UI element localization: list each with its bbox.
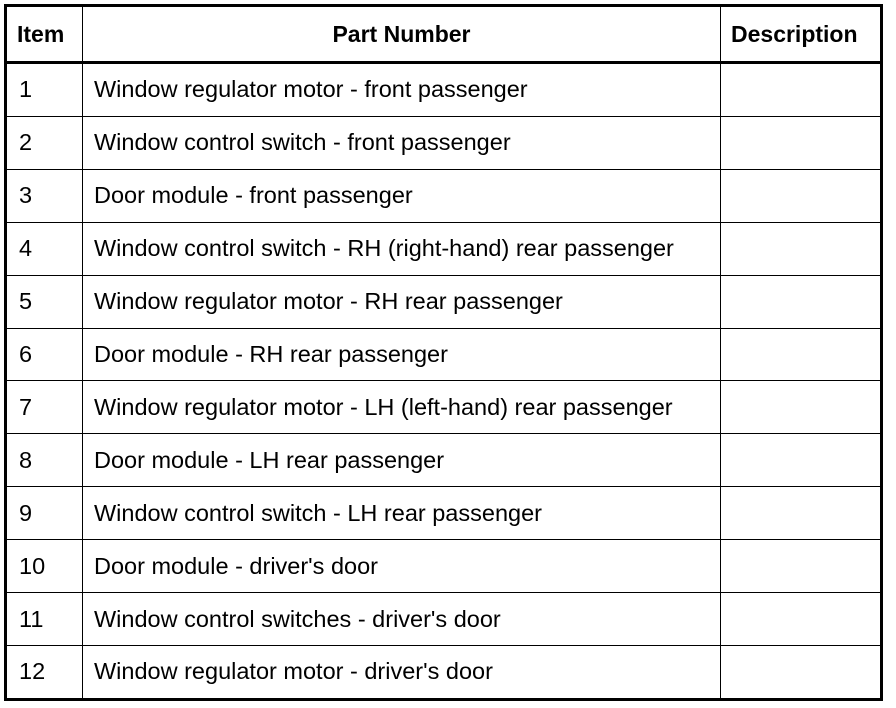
part-number-cell: Window regulator motor - LH (left-hand) rear passenger: [83, 381, 721, 434]
description-cell: [721, 434, 882, 487]
table-row: [6, 275, 882, 328]
description-cell: [721, 381, 882, 434]
table-row: [6, 222, 882, 275]
part-number-cell: Window control switches - driver's door: [83, 593, 721, 646]
part-number-cell: Window control switch - RH (right-hand) rear passenger: [83, 222, 721, 275]
part-number-cell: Window regulator motor - driver's door: [83, 645, 721, 699]
item-cell: 3: [6, 169, 83, 222]
table-row: [6, 169, 882, 222]
description-cell: [721, 328, 882, 381]
item-cell: 12: [6, 645, 83, 699]
table-row: [6, 593, 882, 646]
table-row: [6, 381, 882, 434]
description-cell: [721, 487, 882, 540]
part-number-cell: Door module - front passenger: [83, 169, 721, 222]
table-row: [6, 328, 882, 381]
header-part-number: Part Number: [83, 6, 721, 63]
table-row: [6, 540, 882, 593]
description-cell: [721, 169, 882, 222]
header-item: Item: [6, 6, 83, 63]
item-cell: 7: [6, 381, 83, 434]
part-number-cell: Window regulator motor - RH rear passenger: [83, 275, 721, 328]
description-cell: [721, 593, 882, 646]
header-description: Description: [721, 6, 882, 63]
parts-table: [4, 4, 883, 701]
item-cell: 1: [6, 63, 83, 117]
description-cell: [721, 116, 882, 169]
description-cell: [721, 645, 882, 699]
part-number-cell: Door module - RH rear passenger: [83, 328, 721, 381]
table-row: [6, 487, 882, 540]
item-cell: 4: [6, 222, 83, 275]
table-row: [6, 116, 882, 169]
item-cell: 11: [6, 593, 83, 646]
description-cell: [721, 540, 882, 593]
item-cell: 6: [6, 328, 83, 381]
part-number-cell: Door module - driver's door: [83, 540, 721, 593]
item-cell: 8: [6, 434, 83, 487]
table-row: [6, 434, 882, 487]
table-row: [6, 63, 882, 117]
item-cell: 5: [6, 275, 83, 328]
part-number-cell: Window control switch - front passenger: [83, 116, 721, 169]
part-number-cell: Door module - LH rear passenger: [83, 434, 721, 487]
item-cell: 10: [6, 540, 83, 593]
item-cell: 2: [6, 116, 83, 169]
table-body: [6, 63, 882, 700]
table-header-row: [6, 6, 882, 63]
table-row: [6, 645, 882, 699]
part-number-cell: Window regulator motor - front passenger: [83, 63, 721, 117]
description-cell: [721, 63, 882, 117]
description-cell: [721, 222, 882, 275]
part-number-cell: Window control switch - LH rear passenger: [83, 487, 721, 540]
item-cell: 9: [6, 487, 83, 540]
description-cell: [721, 275, 882, 328]
